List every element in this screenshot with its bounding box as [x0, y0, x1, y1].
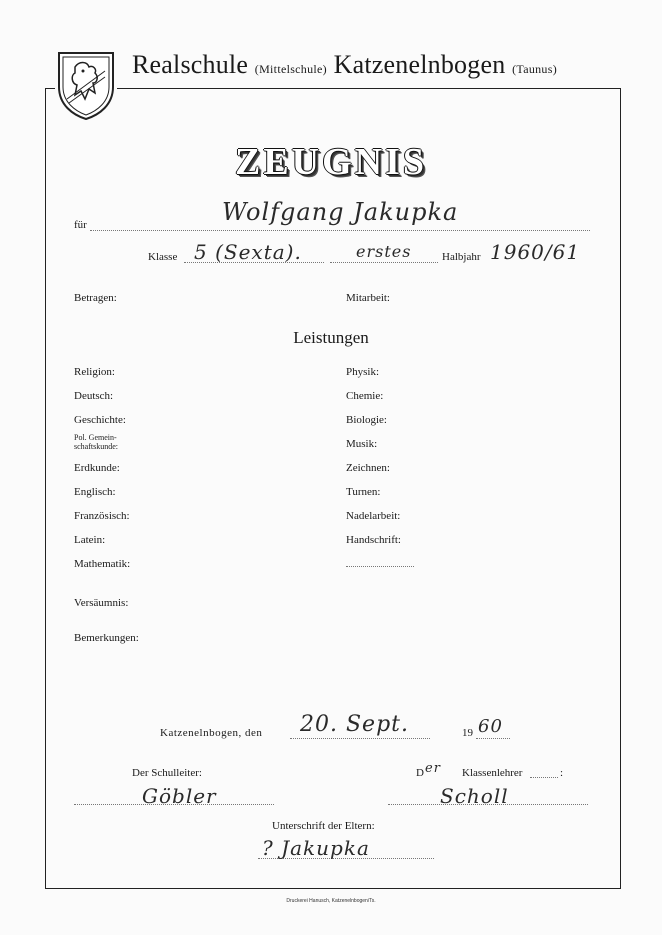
halbjahr-ordinal: erstes [356, 242, 412, 261]
subject-turnen: Turnen: [346, 486, 381, 498]
year-prefix: 19 [462, 727, 473, 739]
klasse-label: Klasse [148, 251, 178, 263]
bemerkungen-label: Bemerkungen: [74, 632, 139, 644]
halbjahr-label: Halbjahr [442, 251, 481, 263]
school-name: Realschule [132, 50, 249, 79]
eltern-label: Unterschrift der Eltern: [272, 820, 375, 832]
student-name: Wolfgang Jakupka [222, 198, 459, 226]
section-title: Leistungen [293, 328, 369, 347]
region-name: (Taunus) [512, 62, 557, 76]
klassenlehrer-label-line [530, 777, 558, 778]
subject-musik: Musik: [346, 438, 378, 450]
town-name: Katzenelnbogen [333, 50, 506, 79]
eltern-signature: ? Jakupka [262, 836, 370, 860]
school-type: (Mittelschule) [254, 62, 327, 76]
schulleiter-label: Der Schulleiter: [132, 767, 202, 779]
date-value: 20. Sept. [300, 712, 409, 737]
school-header [132, 50, 557, 80]
subject-franzoesisch: Französisch: [74, 510, 130, 522]
subject-englisch: Englisch: [74, 486, 116, 498]
subject-biologie: Biologie: [346, 414, 387, 426]
subject-mathematik: Mathematik: [74, 558, 131, 570]
subject-latein: Latein: [74, 534, 106, 546]
subject-zeichnen: Zeichnen: [346, 462, 390, 474]
halbjahr-value: 1960/61 [490, 240, 581, 264]
extra-subject-line [346, 566, 414, 567]
klassenlehrer-label: Klassenlehrer [462, 767, 523, 779]
schulleiter-signature: Göbler [142, 784, 217, 808]
subject-handschrift: Handschrift: [346, 534, 401, 546]
klassenlehrer-colon: : [560, 767, 564, 779]
subject-geschichte: Geschichte: [74, 414, 126, 426]
place-label: Katzenelnbogen, den [160, 727, 263, 739]
subject-physik: Physik: [346, 366, 380, 378]
klasse-value: 5 (Sexta). [194, 240, 302, 264]
mitarbeit-label: Mitarbeit: [346, 292, 390, 304]
betragen-label: Betragen: [74, 292, 117, 304]
subject-deutsch: Deutsch: [74, 390, 114, 402]
klassenlehrer-prefix: D [416, 767, 424, 779]
printer-imprint: Druckerei Hanusch, Katzenelnbogen/Ts. [286, 898, 376, 904]
klassenlehrer-handwritten: er [425, 761, 441, 776]
year-suffix: 60 [478, 716, 503, 737]
name-line [90, 230, 590, 231]
subject-gemeinschaftskunde: Pol. Gemein- schaftskunde: [74, 433, 118, 451]
halbjahr-ordinal-line [330, 262, 438, 263]
subject-nadelarbeit: Nadelarbeit: [346, 510, 401, 522]
subject-religion: Religion: [74, 366, 115, 378]
date-line [290, 738, 430, 739]
subject-chemie: Chemie: [346, 390, 384, 402]
fuer-label: für [74, 219, 87, 231]
versaeumnis-label: Versäumnis: [74, 597, 129, 609]
year-line [476, 738, 510, 739]
klassenlehrer-signature: Scholl [440, 784, 509, 808]
document-title: ZEUGNIS [234, 141, 428, 183]
subject-erdkunde: Erdkunde: [74, 462, 120, 474]
